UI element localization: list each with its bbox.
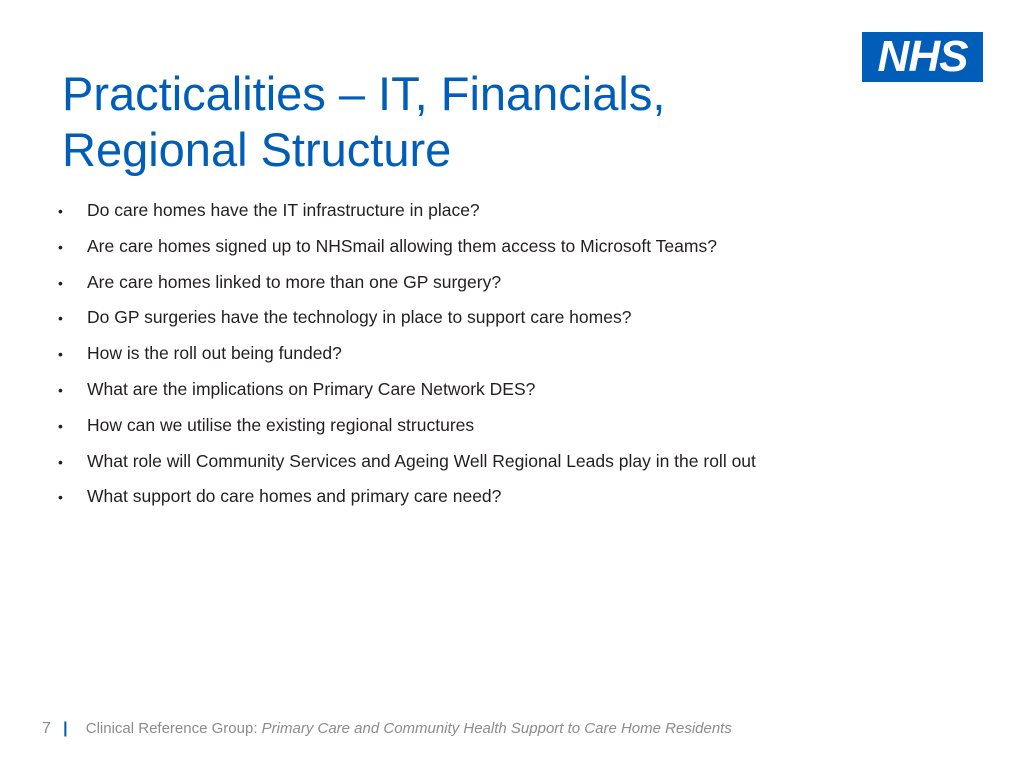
- footer-label: Clinical Reference Group:: [85, 720, 262, 737]
- bullet-text: What role will Community Services and Ageing Well Regional Leads play in the roll out: [87, 450, 756, 471]
- bullet-list: [58, 200, 958, 522]
- bullet-icon: •: [58, 203, 63, 219]
- bullet-icon: •: [58, 489, 63, 506]
- bullet-item: [58, 415, 958, 451]
- footer: [42, 720, 732, 738]
- bullet-item: [58, 486, 958, 522]
- slide-title-line-2: Regional Structure: [62, 123, 452, 176]
- bullet-item: [58, 272, 958, 308]
- page-number: 7: [42, 720, 51, 737]
- bullet-item: [58, 200, 958, 236]
- bullet-icon: •: [58, 274, 63, 291]
- footer-separator: |: [63, 720, 68, 737]
- nhs-logo: [862, 32, 983, 82]
- bullet-text: Do care homes have the IT infrastructure in place?: [87, 200, 480, 220]
- bullet-text: How can we utilise the existing regional structures: [87, 414, 475, 435]
- bullet-item: [58, 451, 958, 487]
- bullet-icon: •: [58, 381, 63, 398]
- bullet-text: Are care homes linked to more than one GP surgery?: [87, 271, 502, 292]
- slide-title: [62, 66, 842, 178]
- bullet-icon: •: [58, 453, 63, 470]
- bullet-text: What are the implications on Primary Care Network DES?: [87, 378, 536, 399]
- bullet-item: [58, 307, 958, 343]
- bullet-icon: •: [58, 346, 63, 363]
- bullet-item: [58, 343, 958, 379]
- bullet-item: [58, 236, 958, 272]
- bullet-item: [58, 379, 958, 415]
- bullet-icon: •: [58, 417, 63, 434]
- bullet-text: Are care homes signed up to NHSmail allowing them access to Microsoft Teams?: [87, 235, 717, 256]
- bullet-icon: •: [58, 310, 63, 327]
- bullet-text: How is the roll out being funded?: [87, 343, 342, 364]
- footer-subtitle: Primary Care and Community Health Support to Care Home Residents: [261, 720, 732, 737]
- slide-title-line-1: Practicalities – IT, Financials,: [62, 67, 666, 120]
- bullet-text: What support do care homes and primary care need?: [87, 486, 502, 507]
- nhs-logo-text: NHS: [877, 32, 968, 81]
- bullet-text: Do GP surgeries have the technology in place to support care homes?: [87, 307, 632, 328]
- bullet-icon: •: [58, 238, 63, 255]
